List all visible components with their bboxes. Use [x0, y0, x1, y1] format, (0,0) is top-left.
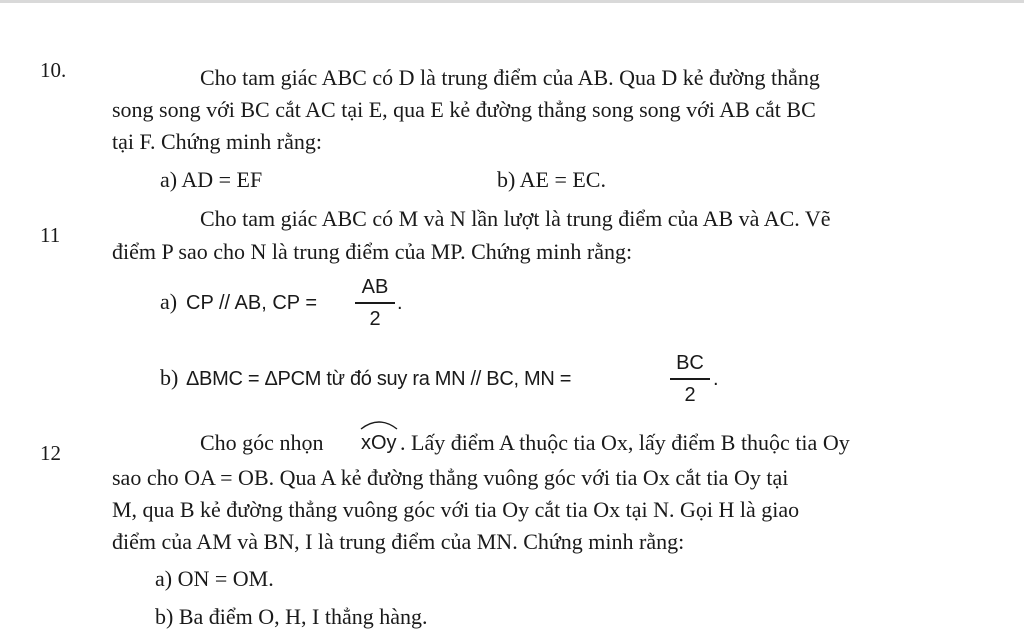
- problem-10-line-2: song song với BC cắt AC tại E, qua E kẻ đường thẳng song song với AB cắt BC: [112, 97, 816, 122]
- problem-11-line-2: điểm P sao cho N là trung điểm của MP. Chứng minh rằng:: [112, 239, 633, 264]
- fraction-bar: [355, 302, 395, 304]
- problem-10-part-a: a) AD = EF: [160, 167, 263, 192]
- problem-11-part-a-label: a): [160, 289, 178, 314]
- fraction-bar: [670, 378, 710, 380]
- top-border: [0, 0, 1024, 3]
- problem-10-number: 10.: [40, 58, 67, 82]
- problem-10-line-1: Cho tam giác ABC có D là trung điểm của AB. Qua D kẻ đường thẳng: [200, 65, 820, 90]
- problem-12-number: 12: [40, 441, 61, 465]
- problem-12-part-a: a) ON = OM.: [155, 566, 274, 591]
- problem-10-part-b: b) AE = EC.: [497, 167, 606, 192]
- problem-12-line-2: sao cho OA = OB. Qua A kẻ đường thẳng vuông góc với tia Ox cắt tia Oy tại: [112, 465, 789, 490]
- fraction-bc-over-2: [670, 353, 710, 405]
- fraction-numerator: AB: [361, 276, 389, 298]
- angle-arc-icon: [358, 418, 400, 430]
- problem-10-line-3: tại F. Chứng minh rằng:: [112, 129, 322, 154]
- angle-xoy: [358, 418, 400, 454]
- fraction-numerator: BC: [676, 352, 704, 374]
- problem-12-line-1-end: . Lấy điểm A thuộc tia Ox, lấy điểm B thuộc tia Oy: [400, 430, 850, 455]
- problem-11-part-b-label: b): [160, 365, 179, 390]
- problem-12-part-b: b) Ba điểm O, H, I thẳng hàng.: [155, 604, 428, 629]
- problem-11-number: 11: [40, 223, 61, 247]
- problem-11-part-b-end: .: [713, 368, 719, 390]
- angle-label: xOy: [361, 432, 397, 454]
- problem-12-line-3: M, qua B kẻ đường thẳng vuông góc với tia Oy cắt tia Ox tại N. Gọi H là giao: [112, 497, 800, 522]
- problem-11-part-a-expression: CP // AB, CP =: [186, 292, 317, 314]
- fraction-denominator: 2: [684, 383, 696, 406]
- fraction-ab-over-2: [355, 277, 395, 329]
- problem-11-part-a-end: .: [397, 292, 403, 314]
- problem-11-part-b-expression: ΔBMC = ΔPCM từ đó suy ra MN // BC, MN =: [186, 368, 572, 390]
- problem-12-line-4: điểm của AM và BN, I là trung điểm của MN. Chứng minh rằng:: [112, 529, 685, 554]
- problem-12-line-1-start: Cho góc nhọn: [200, 430, 324, 455]
- problem-11-line-1: Cho tam giác ABC có M và N lần lượt là trung điểm của AB và AC. Vẽ: [200, 206, 831, 231]
- fraction-denominator: 2: [369, 307, 381, 330]
